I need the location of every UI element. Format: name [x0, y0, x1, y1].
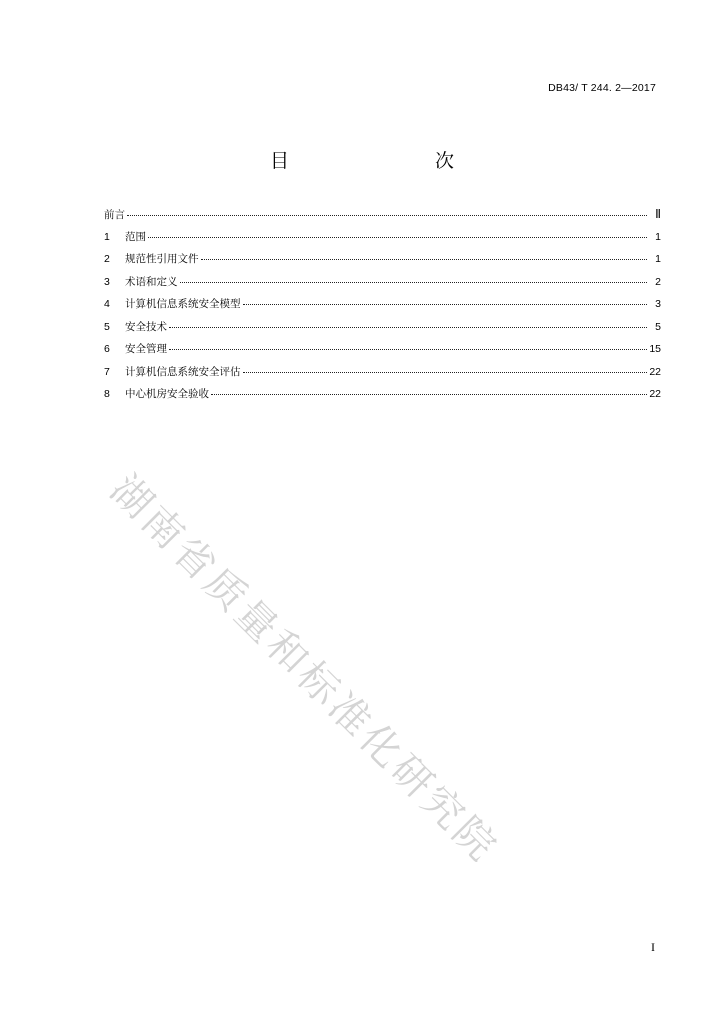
- toc-entry-page: 15: [649, 343, 661, 355]
- toc-entry[interactable]: [104, 274, 661, 297]
- toc-entry-number: 2: [104, 253, 110, 265]
- page-title: 目 次: [269, 150, 490, 172]
- toc-entry[interactable]: [104, 319, 661, 342]
- toc-entry-page: 2: [655, 275, 661, 288]
- toc-entry-number: 1: [104, 230, 110, 243]
- toc-entry[interactable]: [104, 206, 661, 229]
- toc-entry-label: 规范性引用文件: [125, 253, 199, 265]
- standard-code: DB43/ T 244. 2—2017: [548, 82, 656, 94]
- toc-entry-label: 前言: [104, 209, 125, 221]
- toc-entry-number: 3: [104, 275, 110, 288]
- page-number: I: [651, 940, 655, 954]
- toc-entry-page: Ⅱ: [655, 207, 661, 221]
- toc-entry-label: 范围: [125, 230, 146, 243]
- toc-entry-number: 4: [104, 298, 110, 310]
- toc-entry[interactable]: [104, 229, 661, 252]
- toc-entry-label: 安全管理: [125, 343, 167, 355]
- toc-leader-dots: [180, 274, 648, 283]
- toc-leader-dots: [211, 386, 647, 395]
- toc-entry-number: 6: [104, 343, 110, 355]
- toc-entry-page: 5: [655, 320, 661, 333]
- toc-entry-label: 中心机房安全验收: [125, 388, 209, 400]
- toc-entry-label: 术语和定义: [125, 275, 178, 288]
- toc-entry-number: 5: [104, 320, 110, 333]
- toc-leader-dots: [201, 251, 648, 260]
- toc-entry-number: 8: [104, 388, 110, 400]
- toc-entry-page: 22: [649, 365, 661, 378]
- toc-entry-label: 计算机信息系统安全模型: [125, 298, 241, 310]
- toc-entry[interactable]: [104, 251, 661, 274]
- toc-entry-page: 3: [655, 298, 661, 310]
- toc-entry-label: 计算机信息系统安全评估: [125, 365, 241, 378]
- toc-leader-dots: [243, 296, 648, 305]
- toc-entry-page: 1: [655, 230, 661, 243]
- toc-entry[interactable]: [104, 296, 661, 319]
- toc-leader-dots: [169, 319, 647, 328]
- toc-entry-number: 7: [104, 365, 110, 378]
- toc-leader-dots: [243, 364, 648, 373]
- toc-entry-label: 安全技术: [125, 320, 167, 333]
- toc-leader-dots: [169, 341, 647, 350]
- toc-entry[interactable]: [104, 341, 661, 364]
- toc-entry-page: 1: [655, 253, 661, 265]
- toc-leader-dots: [127, 207, 647, 216]
- toc-entry-page: 22: [649, 388, 661, 400]
- toc-entry[interactable]: [104, 364, 661, 387]
- toc-leader-dots: [148, 229, 647, 238]
- table-of-contents: [104, 206, 661, 409]
- watermark: 湖南省质量和标准化研究院: [101, 466, 507, 873]
- toc-entry[interactable]: [104, 386, 661, 409]
